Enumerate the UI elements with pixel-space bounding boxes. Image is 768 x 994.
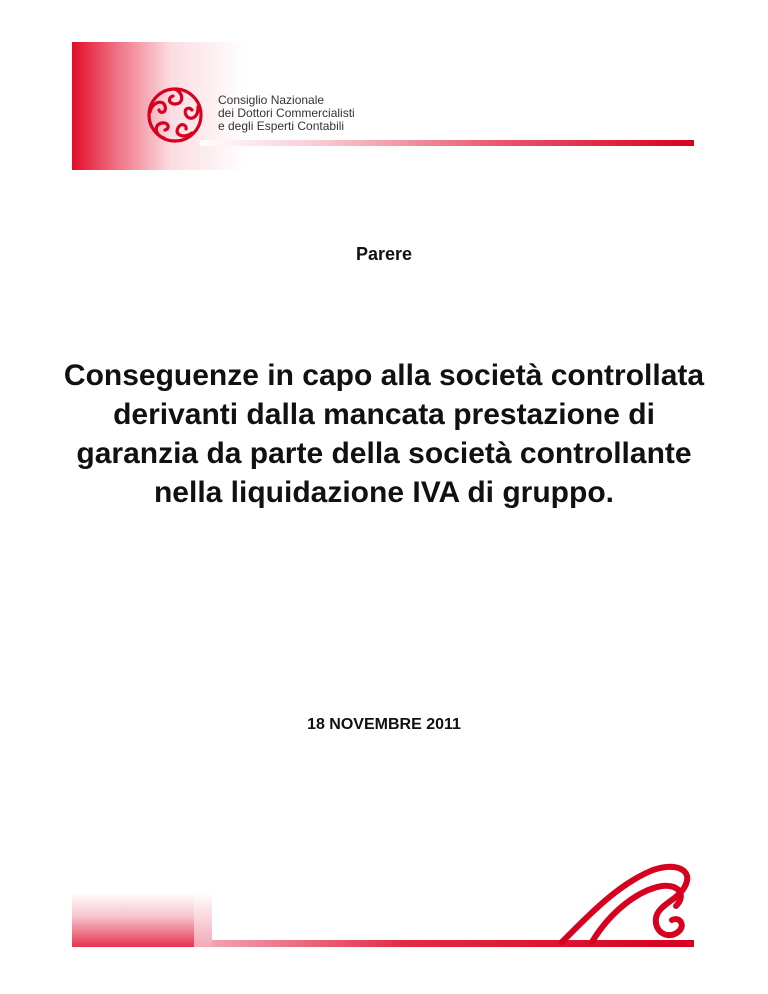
cndcec-logo-icon [140,80,210,150]
swirl-decoration-icon [558,856,698,946]
document-type: Parere [355,244,413,264]
document-title: Conseguenze in capo alla società controllata derivanti dalla mancata prestazione di garanzia da parte della società controllante nella liquidazione IVA di gruppo. [63,359,705,509]
document-date: 18 NOVEMBRE 2011 [307,716,461,733]
organization-line-1: Consiglio Nazionale [218,93,325,107]
header-rule [200,140,694,146]
footer-gradient-block [72,892,212,947]
organization-line-3: e degli Esperti Contabili [218,119,345,133]
organization-line-2: dei Dottori Commercialisti [218,106,355,120]
organization-name [218,94,355,133]
